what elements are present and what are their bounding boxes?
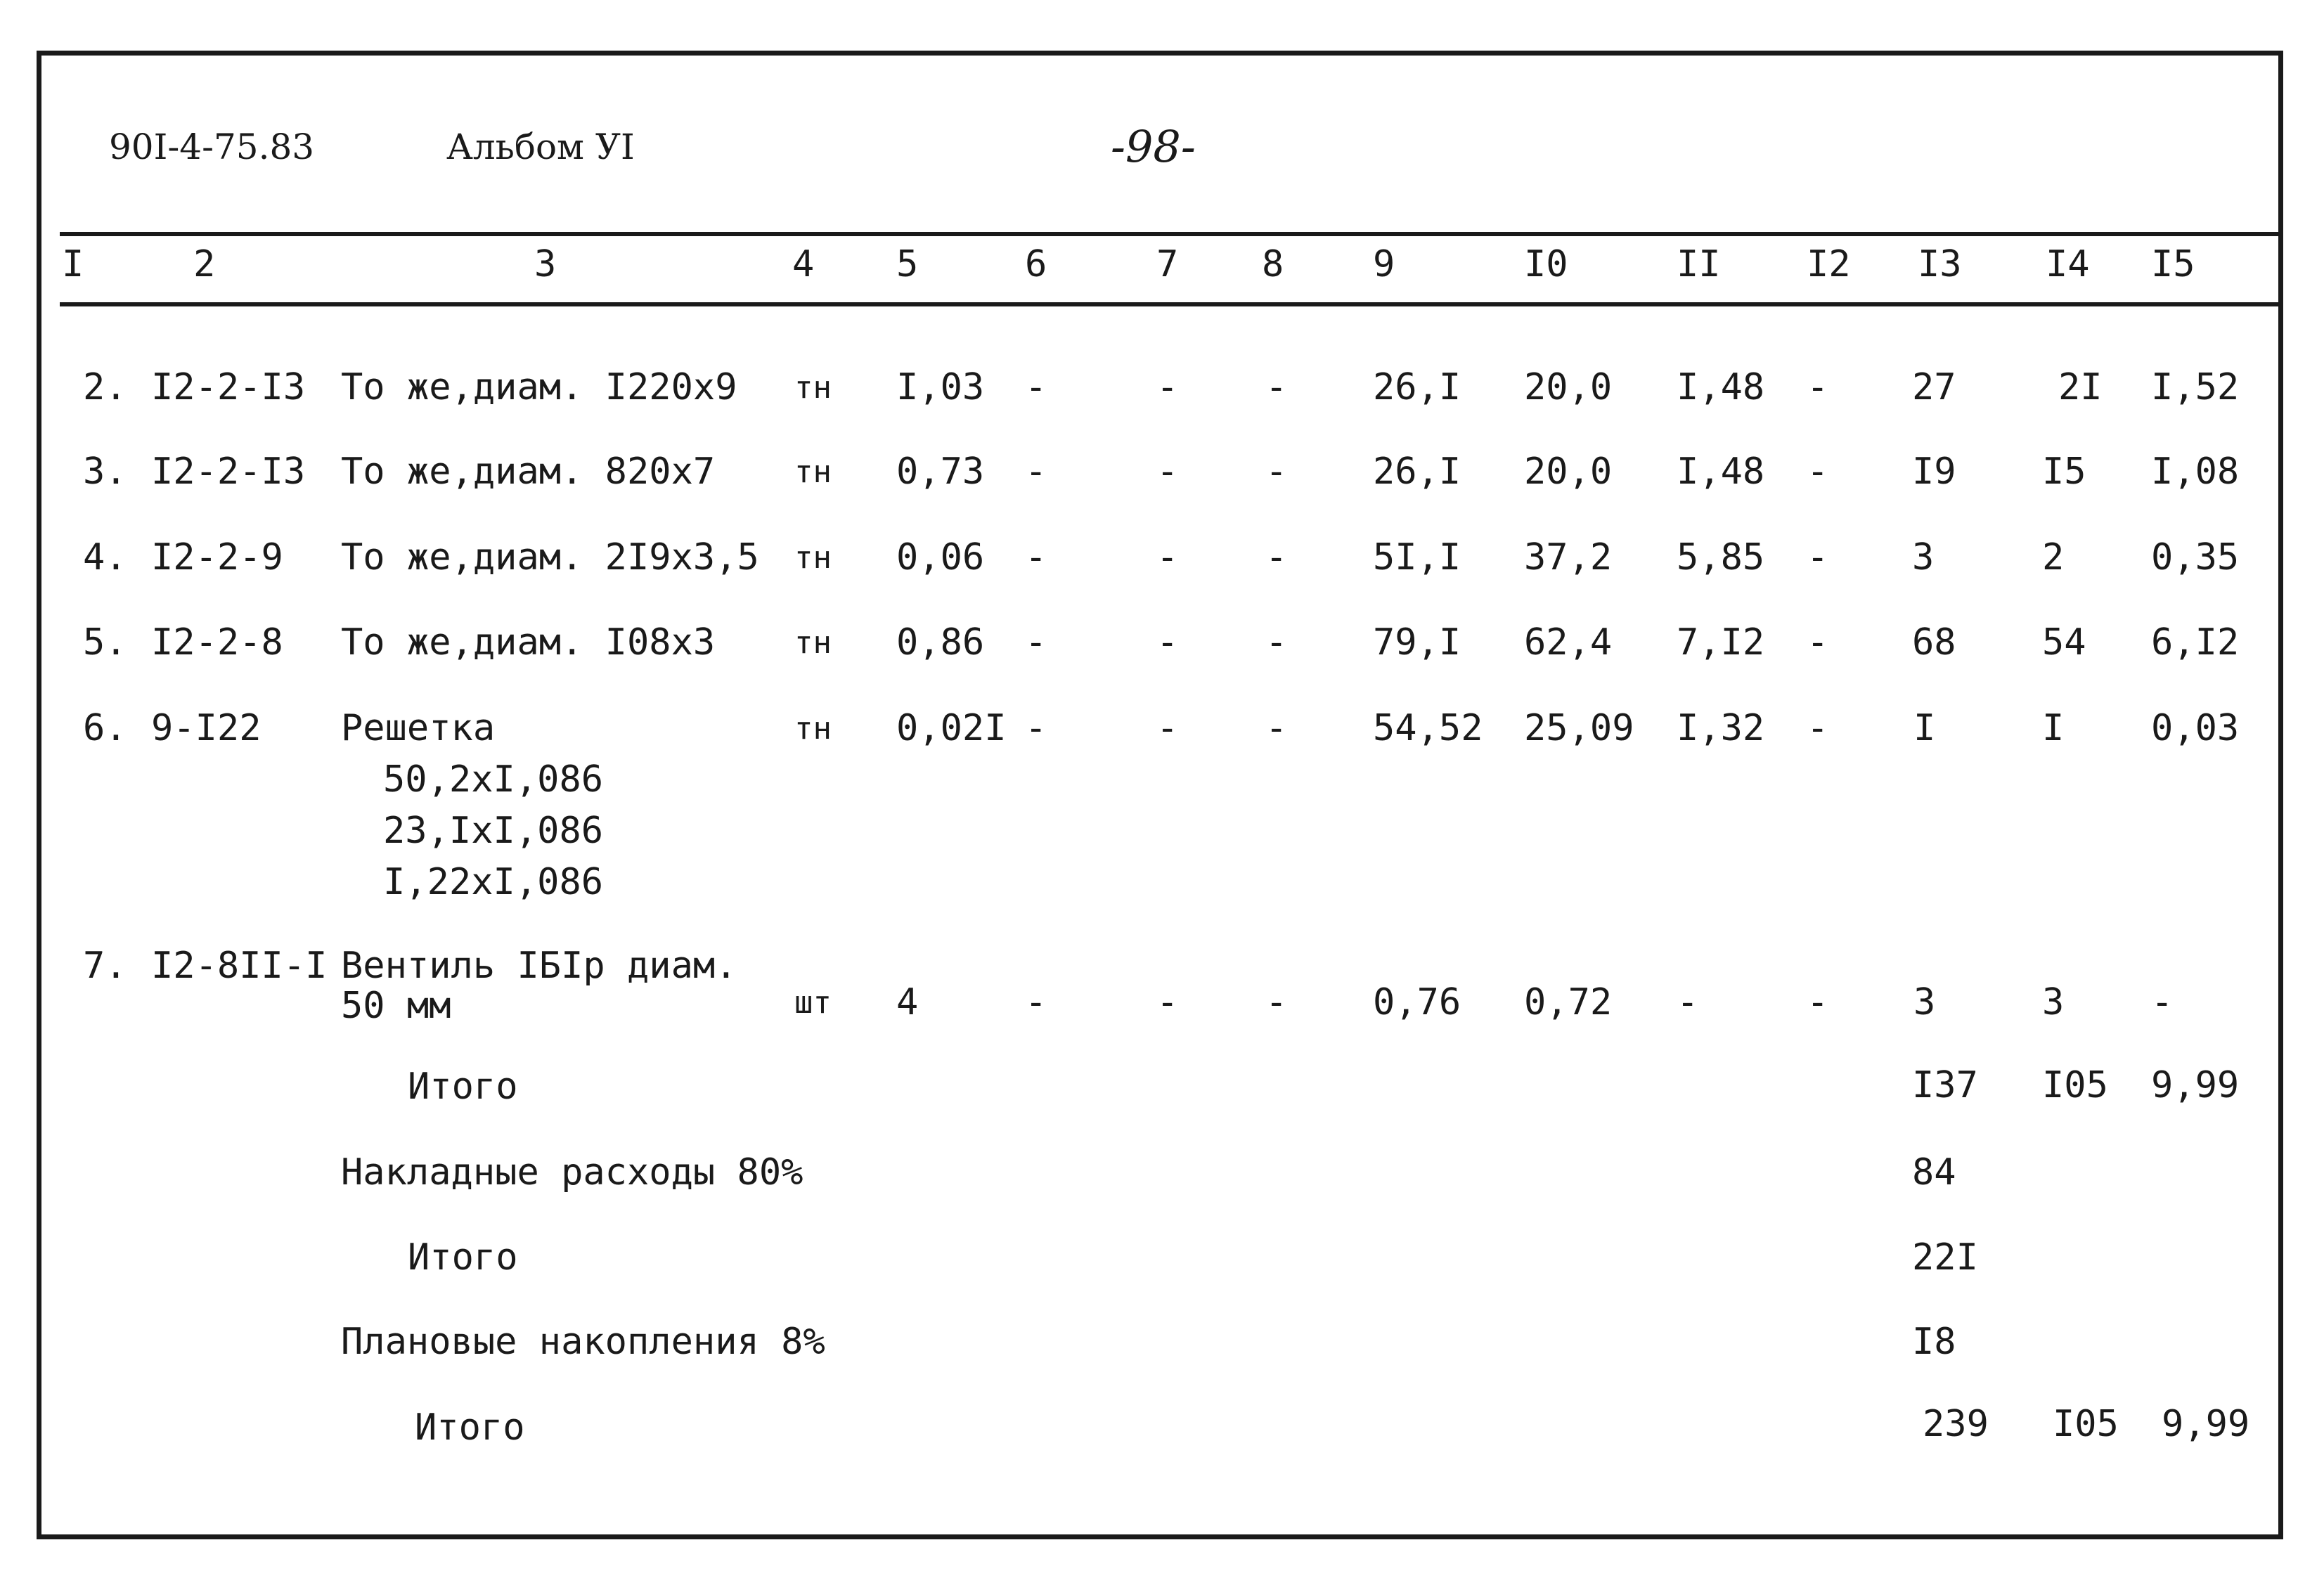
cell-c11: I,32 <box>1677 707 1765 749</box>
price-code: I2-2-I3 <box>151 451 306 493</box>
grand-total-c15: 9,99 <box>2162 1403 2250 1445</box>
grand-total-c14: I05 <box>2053 1403 2119 1445</box>
cell-c14: I <box>2042 707 2065 749</box>
cell-c11: 7,I2 <box>1677 621 1765 664</box>
total-c13: I37 <box>1912 1064 1978 1106</box>
cell-c13: 3 <box>1913 981 1936 1023</box>
cell-c12: - <box>1807 366 1829 408</box>
cell-c6: - <box>1025 451 1047 493</box>
cell-c8: - <box>1265 707 1288 749</box>
item-name: То же,диам. I220x9 <box>341 366 737 408</box>
total-label: Итого <box>408 1236 518 1279</box>
cell-c12: - <box>1807 981 1829 1023</box>
cell-c9: 26,I <box>1373 451 1461 493</box>
cell-c15: 6,I2 <box>2151 621 2240 664</box>
column-header: I3 <box>1918 243 1962 285</box>
page-number: -98- <box>1111 121 1196 172</box>
column-header: I2 <box>1807 243 1851 285</box>
cell-c6: - <box>1025 366 1047 408</box>
cell-c11: I,48 <box>1677 451 1765 493</box>
cell-c8: - <box>1265 536 1288 578</box>
cell-c10: 25,09 <box>1524 707 1634 749</box>
planned-savings-label: Плановые накопления 8% <box>341 1321 825 1363</box>
row-number: 3. <box>83 451 127 493</box>
planned-savings-c13: I8 <box>1912 1321 1956 1363</box>
cell-c12: - <box>1807 707 1829 749</box>
item-name: Решетка <box>341 707 496 749</box>
cell-c10: 37,2 <box>1524 536 1613 578</box>
price-code: I2-2-9 <box>151 536 283 578</box>
grand-total-c13: 239 <box>1923 1403 1989 1445</box>
cell-c8: - <box>1265 621 1288 664</box>
column-header: I <box>62 243 84 285</box>
cell-c10: 20,0 <box>1524 366 1613 408</box>
unit: тн <box>794 711 832 746</box>
total-c14: I05 <box>2042 1064 2108 1106</box>
item-size: 50 мм <box>341 985 451 1027</box>
column-header: I4 <box>2046 243 2090 285</box>
album-label: Альбом УI <box>446 127 635 167</box>
cell-c11: 5,85 <box>1677 536 1765 578</box>
cell-c10: 20,0 <box>1524 451 1613 493</box>
cell-c12: - <box>1807 451 1829 493</box>
cell-c15: - <box>2151 981 2174 1023</box>
cell-c15: 0,03 <box>2151 707 2240 749</box>
price-code: I2-8II-I <box>151 945 328 987</box>
price-code: I2-2-8 <box>151 621 283 664</box>
unit: тн <box>794 540 832 576</box>
item-name: То же,диам. 820x7 <box>341 451 716 493</box>
column-header: 2 <box>193 243 216 285</box>
cell-c13: 27 <box>1912 366 1956 408</box>
cell-c13: 68 <box>1912 621 1956 664</box>
cell-c12: - <box>1807 536 1829 578</box>
price-code: 9-I22 <box>151 707 262 749</box>
unit: шт <box>794 985 832 1021</box>
unit: тн <box>794 625 832 661</box>
cell-c13: I <box>1913 707 1936 749</box>
row-number: 2. <box>83 366 127 408</box>
cell-c7: - <box>1156 366 1179 408</box>
grand-total-label: Итого <box>415 1406 525 1449</box>
cell-c10: 0,72 <box>1524 981 1613 1023</box>
cell-c7: - <box>1156 536 1179 578</box>
cell-c8: - <box>1265 981 1288 1023</box>
cell-c14: 2 <box>2042 536 2065 578</box>
cell-c10: 62,4 <box>1524 621 1613 664</box>
cell-quantity: I,03 <box>896 366 985 408</box>
cell-c11: I,48 <box>1677 366 1765 408</box>
cell-c13: I9 <box>1912 451 1956 493</box>
cell-quantity: 0,02I <box>896 707 1007 749</box>
cell-c6: - <box>1025 981 1047 1023</box>
cell-c11: - <box>1677 981 1699 1023</box>
row-number: 5. <box>83 621 127 664</box>
total-c15: 9,99 <box>2151 1064 2240 1106</box>
cell-c6: - <box>1025 621 1047 664</box>
total-label: Итого <box>408 1066 518 1108</box>
unit: тн <box>794 454 832 490</box>
cell-quantity: 0,86 <box>896 621 985 664</box>
cell-c9: 26,I <box>1373 366 1461 408</box>
table-top-rule <box>60 232 2283 236</box>
column-header: 8 <box>1262 243 1284 285</box>
row-number: 6. <box>83 707 127 749</box>
cell-quantity: 0,73 <box>896 451 985 493</box>
total-c13: 22I <box>1912 1236 1978 1279</box>
cell-c7: - <box>1156 707 1179 749</box>
cell-c6: - <box>1025 707 1047 749</box>
item-name: Вентиль IБIр диам. <box>341 945 737 987</box>
cell-c14: I5 <box>2042 451 2086 493</box>
cell-c9: 79,I <box>1373 621 1461 664</box>
cell-c14: 3 <box>2042 981 2065 1023</box>
item-dimension: 50,2xI,086 <box>383 758 604 801</box>
column-header: 7 <box>1156 243 1179 285</box>
item-dimension: I,22xI,086 <box>383 861 604 903</box>
cell-c7: - <box>1156 451 1179 493</box>
cell-c9: 5I,I <box>1373 536 1461 578</box>
cell-quantity: 0,06 <box>896 536 985 578</box>
column-header: 4 <box>792 243 815 285</box>
item-name: То же,диам. I08x3 <box>341 621 716 664</box>
cell-c12: - <box>1807 621 1829 664</box>
cell-c14: 2I <box>2058 366 2103 408</box>
cell-c7: - <box>1156 621 1179 664</box>
cell-c15: 0,35 <box>2151 536 2240 578</box>
column-header: 3 <box>534 243 557 285</box>
cell-c6: - <box>1025 536 1047 578</box>
item-dimension: 23,IxI,086 <box>383 810 604 852</box>
row-number: 7. <box>83 945 127 987</box>
cell-c15: I,08 <box>2151 451 2240 493</box>
column-header: 9 <box>1373 243 1395 285</box>
column-header: 6 <box>1025 243 1047 285</box>
overhead-c13: 84 <box>1912 1151 1956 1194</box>
cell-c8: - <box>1265 451 1288 493</box>
column-header: II <box>1677 243 1721 285</box>
cell-c14: 54 <box>2042 621 2086 664</box>
row-number: 4. <box>83 536 127 578</box>
cell-c15: I,52 <box>2151 366 2240 408</box>
cell-c9: 0,76 <box>1373 981 1461 1023</box>
cell-c7: - <box>1156 981 1179 1023</box>
column-header: 5 <box>896 243 919 285</box>
price-code: I2-2-I3 <box>151 366 306 408</box>
cell-c9: 54,52 <box>1373 707 1483 749</box>
item-name: То же,диам. 2I9x3,5 <box>341 536 759 578</box>
unit: тн <box>794 370 832 406</box>
overhead-label: Накладные расходы 80% <box>341 1151 803 1194</box>
cell-c13: 3 <box>1912 536 1935 578</box>
table-header-rule <box>60 302 2283 306</box>
document-code: 90I-4-75.83 <box>109 127 315 167</box>
column-header: I0 <box>1524 243 1568 285</box>
cell-c8: - <box>1265 366 1288 408</box>
cell-quantity: 4 <box>896 981 919 1023</box>
column-header: I5 <box>2151 243 2195 285</box>
